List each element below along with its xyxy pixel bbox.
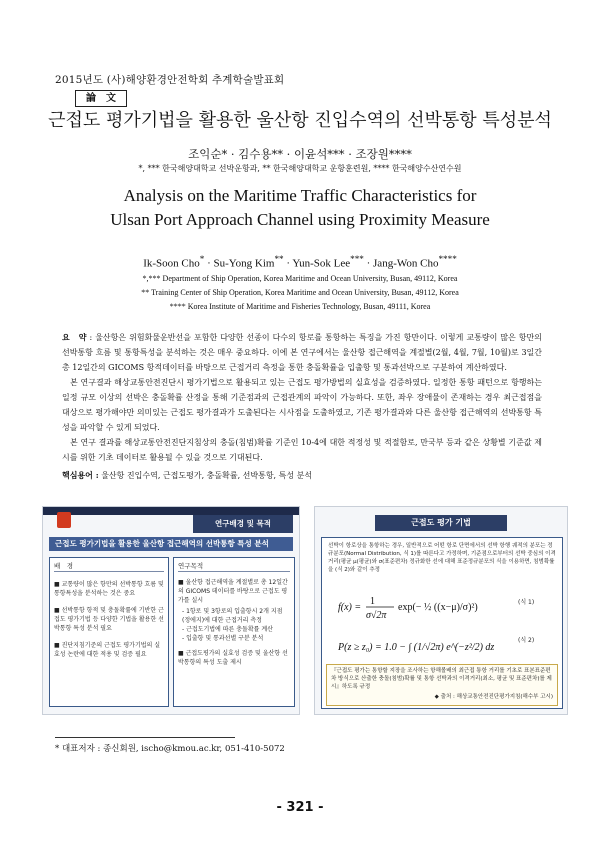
eq2-label: (식 2) <box>518 637 535 644</box>
col2-header: 연구목적 <box>178 561 290 572</box>
poster-left <box>42 506 300 715</box>
formula-1-exp: exp(− ½ ((x−μ)/σ)²) <box>398 602 478 613</box>
col1-item-2: ■ 선박통항 항적 및 충돌확률에 기반한 근접도 평가기법 등 다양한 기법을 활용한 선박통항 특성 분석 필요 <box>54 607 164 632</box>
author-1-mark: * <box>199 254 205 264</box>
keywords-text: 울산항 진입수역, 근접도평가, 충돌확률, 선박통항, 특성 분석 <box>101 471 313 480</box>
poster-right-panel <box>321 537 563 709</box>
eq1-label: (식 1) <box>518 599 535 606</box>
korean-authors: 조익순* · 김수용** · 이윤석*** · 조장원**** <box>188 147 412 161</box>
poster-right-source: ◆ 출처 : 해상교통안전진단평가지침(해수부 고시) <box>434 694 553 700</box>
col1-item-3: ■ 진단지침기준의 근접도 평가기법의 실효성 논란에 대한 적용 및 검증 필요 <box>54 642 161 658</box>
english-authors <box>0 254 600 270</box>
author-1: Ik-Soon Cho <box>143 257 200 270</box>
formula-1-num: 1 <box>370 596 375 607</box>
footnote: * 대표저자 : 종신회원, ischo@kmou.ac.kr, 051-410-5072 <box>55 744 285 754</box>
col1-item-1-text: 교통량이 많은 항만의 선박통항 흐름 및 통항특성을 분석하는 것은 중요 <box>54 581 164 597</box>
col2-item-2: - 1항로 및 3항로의 입출항시 2개 지점(정에지)에 대한 근접거리 측정 - 근접도기법에 따른 충돌확률 계산 - 입출항 및 통과선별 구분 분석 <box>182 608 283 642</box>
col1-header: 배 경 <box>54 561 164 572</box>
footnote-divider <box>55 737 235 738</box>
english-affiliation-1: *,*** Department of Ship Operation, Korea Maritime and Ocean University, Busan, 49112, Korea <box>142 274 458 283</box>
author-sep: · <box>363 257 374 270</box>
col2-item-3-text: 근접도평가의 실효성 검증 및 울산항 선박통항의 특성 도출 제시 <box>178 650 288 666</box>
col2-item-1: ■ 울산항 접근해역을 계절별로 총 12일간의 GICOMS 데이터를 바탕으로 근접도 평가를 실시 <box>178 579 288 604</box>
poster-right-note-box <box>326 664 558 706</box>
poster-left-col2 <box>173 557 295 707</box>
col1-item-3-text: 진단지침기준의 근접도 평가기법의 실효성 논란에 대한 적용 및 검증 필요 <box>54 642 161 658</box>
poster-right-intro: 선박이 항로상을 통항하는 경우, 일반적으로 어떤 항로 단면에서의 선박 항행 궤적의 분포는 정규분포(Normal Distribution, 식 1)를 따른다고 가정하며, 기준점으로부터의 선박 중심의 이격거리(평균 μ(평균)와 σ(표준편차) 정규화한 선에 대해 표준정규분포의 식을 이용하면, 침범확률을 (식 2)와 같이 추정 <box>328 543 556 573</box>
poster-right-banner: 근접도 평가 기법 <box>375 515 507 531</box>
col2-item-1-text: 울산항 접근해역을 계절별로 총 12일간의 GICOMS 데이터를 바탕으로 근접도 평가를 실시 <box>178 579 288 604</box>
author-4-mark: **** <box>438 254 457 264</box>
english-title-line-2: Ulsan Port Approach Channel using Proximity Measure <box>110 210 490 229</box>
col1-item-2-text: 선박통항 항적 및 충돌확률에 기반한 근접도 평가기법 등 다양한 기법을 활용한 선박통항 특성 분석 필요 <box>54 607 164 632</box>
formula-1-den: σ√2π <box>366 610 387 621</box>
author-sep: · <box>283 257 293 270</box>
col2-item-3: ■ 근접도평가의 실효성 검증 및 울산항 선박통항의 특성 도출 제시 <box>178 650 288 666</box>
poster-right-note: 『근접도 평가는 통항할 지장을 조사하는 항해볼배의 최근접 통항 거리를 기초로 표본표준편차 방식으로 산출한 충돌(침범)확률 및 통항 선박과의 이격거리(최소, 평균 및 표준편차)를 제시』하도록 규정 <box>331 668 552 690</box>
poster-right <box>314 506 568 715</box>
page-number: - 321 - <box>276 800 324 815</box>
keywords <box>62 470 312 481</box>
poster-left-tab: 연구배경 및 목적 <box>193 515 293 533</box>
abstract <box>62 330 542 465</box>
formula-2: P(z ≥ z₀) = 1.0 − ∫ (1/√2π) e^(−z²/2) dz <box>338 642 495 653</box>
korean-title: 근접도 평가기법을 활용한 울산항 진입수역의 선박통항 특성분석 <box>48 110 552 131</box>
poster-left-banner: 근접도 평가기법을 활용한 울산항 접근해역의 선박통항 특성 분석 <box>49 537 293 551</box>
author-sep: · <box>204 257 214 270</box>
author-4: Jang-Won Cho <box>373 257 439 270</box>
english-affiliation-3: **** Korea Institute of Maritime and Fisheries Technology, Busan, 49111, Korea <box>169 302 431 311</box>
conference-header: 2015년도 (사)해양환경안전학회 추계학술발표회 <box>55 74 285 86</box>
keywords-label: 핵심용어 : <box>62 470 99 480</box>
formula-1: f(x) = <box>338 602 362 613</box>
english-affiliation-2: ** Training Center of Ship Operation, Korea Maritime and Ocean University, Busan, 49112, Korea <box>141 288 459 297</box>
author-3: Yun-Sok Lee <box>292 257 351 270</box>
col1-item-1: ■ 교통량이 많은 항만의 선박통항 흐름 및 통항특성을 분석하는 것은 중요 <box>54 581 164 597</box>
red-tab-icon <box>57 512 71 528</box>
author-2-mark: ** <box>274 254 284 264</box>
abstract-paragraph-2: 본 연구결과 해상교통안전진단시 평가기법으로 활용되고 있는 근접도 평가방법의 실효성을 검증하였다. 일정한 통항 패턴으로 항행하는 일정 규모 이상의 선박은 충돌확률 산정을 통해 기준점과의 근접관계의 파악이 가능하다. 또한, 좌우 장애물이 존재하는 경우 최근접점을 대상으로 평가해야만 의미있는 근접도 평가결과가 도출된다는 시사점을 도출하였고, 기존 평가결과와 다른 울산항 접근해역의 선박통항 특성을 파악할 수 있게 되었다. <box>62 378 542 432</box>
section-label: 論 文 <box>75 90 127 107</box>
abstract-paragraph-3: 본 연구 결과를 해상교통안전진단지침상의 충돌(침범)확률 기준인 10-4에 대한 적정성 및 적절함로, 만국부 등과 같은 상황별 기준값 제시를 위한 기초 데이터로 활용될 수 있을 것으로 기대된다. <box>62 438 542 462</box>
abstract-label: 요 약 <box>62 332 87 342</box>
english-title-line-1: Analysis on the Maritime Traffic Characteristics for <box>123 186 477 205</box>
poster-left-col1 <box>49 557 169 707</box>
poster-left-top-strip <box>43 507 299 515</box>
author-2: Su-Yong Kim <box>213 257 275 270</box>
korean-affiliations: *, *** 한국해양대학교 선박운항과, ** 한국해양대학교 운항훈련원, **** 한국해양수산연수원 <box>138 164 462 173</box>
author-3-mark: *** <box>350 254 364 264</box>
abstract-text-1: : 울산항은 위험화물운반선을 포함한 다양한 선종이 다수의 항로를 통항하는 특징을 가진 항만이다. 이렇게 교통량이 많은 항만의 선박통항 흐름 및 통항특성을 분석하는 것은 매우 중요하다. 이에 본 연구에서는 울산항 접근해역을 계절별(2월, 4월, 7월, 10월)로 3일간 총 12일간의 GICOMS 항적데이터를 바탕으로 근접거리 측정을 통한 충돌확률을 입출항 및 통과선박으로 구분하여 계산하였다. <box>62 333 542 372</box>
abstract-paragraph-1 <box>62 330 542 375</box>
